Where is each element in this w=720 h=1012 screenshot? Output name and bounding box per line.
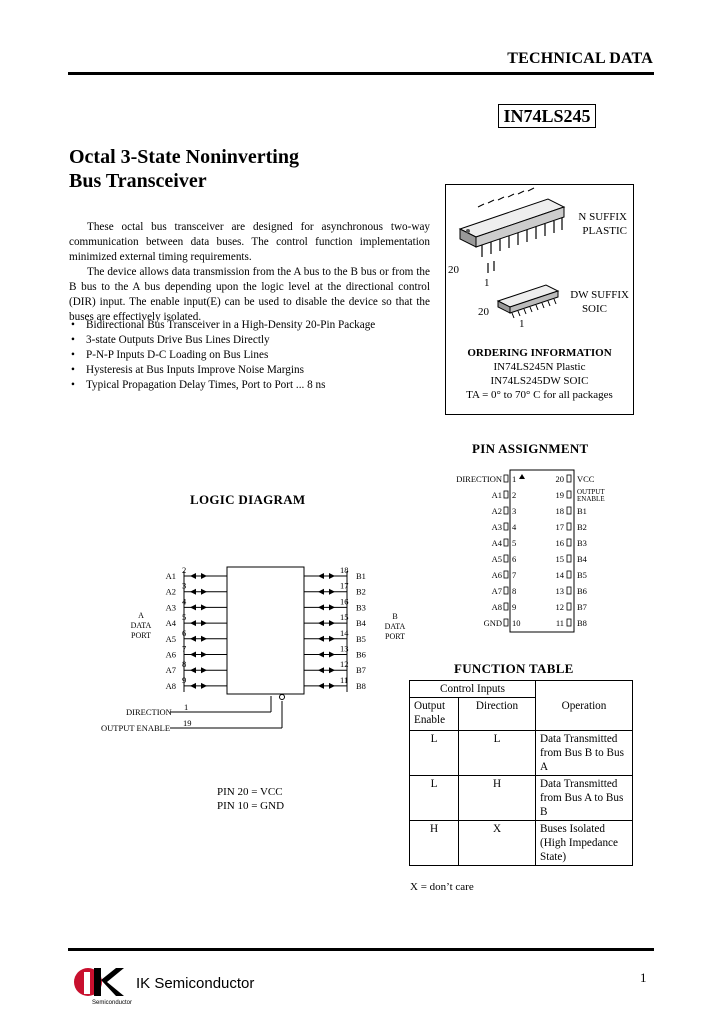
pin-row-right <box>556 602 587 612</box>
pin-icon <box>567 555 571 562</box>
b-pin-name: B4 <box>356 618 366 629</box>
pin-row-left <box>492 570 517 580</box>
page-title <box>69 145 299 193</box>
logic-row <box>166 675 366 691</box>
pin-icon <box>567 571 571 578</box>
b-pin-num: 17 <box>340 580 349 591</box>
table-row: L L Data Transmitted from Bus B to Bus A <box>410 731 633 776</box>
pin10-note: PIN 10 = GND <box>217 800 285 812</box>
soic-package-icon <box>498 285 558 318</box>
feature-item: • Bidirectional Bus Transceiver in a High-Density 20-Pin Package <box>71 318 451 333</box>
pin-name: A8 <box>491 602 502 612</box>
a-pin-num: 5 <box>182 612 187 623</box>
feature-item: • Typical Propagation Delay Times, Port to Port ... 8 ns <box>71 378 451 393</box>
b-pin-name: B8 <box>356 680 366 691</box>
description <box>69 220 430 325</box>
pin-icon <box>504 523 508 530</box>
pin-name: B3 <box>577 538 587 548</box>
direction-header: Direction <box>459 698 536 731</box>
direction-pin-num: 1 <box>184 702 189 712</box>
pin-name: B1 <box>577 506 587 516</box>
arrow-icon <box>190 636 196 642</box>
b-pin-num: 18 <box>340 565 349 575</box>
pin-name: A2 <box>491 506 502 516</box>
logic-row <box>166 644 366 660</box>
arrow-icon <box>201 589 207 595</box>
description-paragraph-2: The device allows data transmission from the A bus to the B bus or from the B bus to the A bus depending upon the logic level at the directional control (DIR) input. The enable input(E) can be used to disable the device so that the buses are effectively isolated. <box>69 266 430 323</box>
a-pin-name: A5 <box>165 633 176 644</box>
a-pin-num: 4 <box>182 596 187 607</box>
pin20-label: 20 <box>448 264 459 276</box>
arrow-icon <box>329 652 335 658</box>
logo-text: Semiconductor <box>92 1000 132 1006</box>
pin-row-left <box>492 538 517 548</box>
package-box <box>445 184 634 415</box>
pin-row-right <box>556 522 587 532</box>
b-pin-num: 14 <box>340 627 349 638</box>
page-number: 1 <box>640 970 647 985</box>
control-inputs-header: Control Inputs <box>410 681 536 698</box>
pin-row-left <box>492 490 517 500</box>
pin1-label: 1 <box>484 277 490 289</box>
pin-number: 1 <box>512 474 517 484</box>
a-pin-name: A4 <box>165 618 176 629</box>
arrow-icon <box>318 604 324 610</box>
pin-row-left <box>484 618 521 628</box>
pin-row-right <box>556 570 587 580</box>
pin-icon <box>504 571 508 578</box>
pin-name: B8 <box>577 618 587 628</box>
pin-number: 18 <box>555 506 564 516</box>
arrow-icon <box>318 652 324 658</box>
title-line-1: Octal 3-State Noninverting <box>69 146 299 168</box>
ik-logo-icon <box>72 962 132 1006</box>
pin-name: A6 <box>491 570 502 580</box>
arrow-icon <box>190 652 196 658</box>
company-name: IK Semiconductor <box>136 975 255 992</box>
output-enable-label: OUTPUT ENABLE <box>101 723 171 733</box>
pin-icon <box>504 539 508 546</box>
a-pin-num: 9 <box>182 674 187 685</box>
pin-name: A7 <box>491 586 502 596</box>
arrow-icon <box>201 604 207 610</box>
arrow-icon <box>318 683 324 689</box>
pin-row-right <box>556 586 587 596</box>
pin-number: 16 <box>555 538 564 548</box>
pin-row-left <box>492 522 517 532</box>
pin-assignment-title: PIN ASSIGNMENT <box>472 441 589 456</box>
pin-icon <box>504 555 508 562</box>
a-pin-name: A8 <box>165 680 176 691</box>
pin-name: A3 <box>491 522 502 532</box>
pin-row-left <box>456 474 516 484</box>
ordering-line-2: IN74LS245DW SOIC <box>490 375 589 387</box>
output-enable-header: Output Enable <box>410 698 459 731</box>
arrow-icon <box>190 589 196 595</box>
arrow-icon <box>201 636 207 642</box>
header-rule <box>68 72 654 75</box>
a-pin-num: 8 <box>182 659 187 670</box>
pin-icon <box>567 475 571 482</box>
pin-name: ENABLE <box>577 495 605 503</box>
feature-item: • 3-state Outputs Drive Bus Lines Directly <box>71 333 451 348</box>
a-pin-name: A2 <box>165 586 176 597</box>
b-pin-num: 13 <box>340 643 349 654</box>
a-pin-name: A3 <box>165 602 176 613</box>
table-row: H X Buses Isolated (High Impedance State) <box>410 821 633 866</box>
dip-package-icon <box>460 188 564 273</box>
pin-number: 12 <box>555 602 564 612</box>
function-table-title: FUNCTION TABLE <box>454 661 574 676</box>
pin-icon <box>504 475 508 482</box>
pin-number: 9 <box>512 602 517 612</box>
arrow-icon <box>201 667 207 673</box>
pin-number: 19 <box>555 490 564 500</box>
feature-item: • Hysteresis at Bus Inputs Improve Noise Margins <box>71 363 451 378</box>
pin-icon <box>567 619 571 626</box>
arrow-icon <box>190 667 196 673</box>
part-number-box: IN74LS245 <box>498 104 596 128</box>
pin-number: 7 <box>512 570 517 580</box>
pin-row-right <box>556 488 606 503</box>
footer-rule <box>68 948 654 951</box>
arrow-icon <box>329 636 335 642</box>
logic-row <box>166 628 366 644</box>
b-pin-num: 12 <box>340 659 349 670</box>
pin-name: B5 <box>577 570 587 580</box>
feature-list <box>71 318 451 393</box>
pin-name: B6 <box>577 586 587 596</box>
pin-icon <box>567 507 571 514</box>
pin-number: 8 <box>512 586 517 596</box>
pin-icon <box>567 587 571 594</box>
pin-number: 15 <box>555 554 564 564</box>
a-pin-num: 3 <box>182 580 187 591</box>
pin-row-left <box>492 586 517 596</box>
pin-row-left <box>492 554 517 564</box>
n-suffix-label: N SUFFIX PLASTIC <box>578 211 627 237</box>
b-pin-name: B6 <box>356 649 366 660</box>
arrow-icon <box>201 652 207 658</box>
soic-pin20-label: 20 <box>478 306 489 318</box>
b-port-label: B DATA PORT <box>384 612 406 641</box>
soic-pin1-label: 1 <box>519 318 525 330</box>
arrow-icon <box>329 667 335 673</box>
arrow-icon <box>190 604 196 610</box>
description-paragraph-1: These octal bus transceiver are designed for asynchronous two-way communication between data buses. The control function implementation minimized external timing requirements. <box>69 221 430 263</box>
a-pin-name: A6 <box>165 649 176 660</box>
pin-name: B7 <box>577 602 587 612</box>
arrow-icon <box>201 683 207 689</box>
pin-name: A1 <box>491 490 502 500</box>
table-row: L H Data Transmitted from Bus A to Bus B <box>410 776 633 821</box>
pin-number: 13 <box>555 586 564 596</box>
b-pin-name: B3 <box>356 602 366 613</box>
pin-row-right <box>556 506 587 516</box>
dw-suffix-label: DW SUFFIX SOIC <box>570 289 629 315</box>
pin-number: 17 <box>555 522 564 532</box>
arrow-icon <box>318 620 324 626</box>
pin-number: 3 <box>512 506 517 516</box>
logic-row <box>166 612 367 628</box>
pin-number: 5 <box>512 538 517 548</box>
pin-assignment-diagram <box>440 466 640 636</box>
pin-icon <box>504 603 508 610</box>
logic-row <box>166 659 366 675</box>
arrow-icon <box>190 683 196 689</box>
header-label: TECHNICAL DATA <box>507 50 653 67</box>
pin-icon <box>504 587 508 594</box>
pin-number: 4 <box>512 522 517 532</box>
a-port-label: A DATA PORT <box>130 611 152 640</box>
arrow-icon <box>201 573 207 579</box>
b-pin-num: 16 <box>340 596 349 607</box>
pin-number: 20 <box>555 474 564 484</box>
a-pin-name: A1 <box>165 571 176 581</box>
pin20-note: PIN 20 = VCC <box>217 786 283 798</box>
arrow-icon <box>201 620 207 626</box>
output-enable-pin-num: 19 <box>183 718 192 728</box>
a-pin-name: A7 <box>165 665 176 676</box>
b-pin-name: B1 <box>356 571 366 581</box>
pin-name: VCC <box>577 474 595 484</box>
pin-row-left <box>492 602 517 612</box>
pin-row-right <box>556 474 595 484</box>
pin-name: A4 <box>491 538 502 548</box>
title-line-2: Bus Transceiver <box>69 170 207 192</box>
pin-row-right <box>556 618 587 628</box>
b-pin-num: 11 <box>340 674 349 685</box>
pin-number: 10 <box>512 618 521 628</box>
pin-name: A5 <box>491 554 502 564</box>
ordering-line-1: IN74LS245N Plastic <box>493 361 586 373</box>
pin-icon <box>567 539 571 546</box>
arrow-icon <box>329 589 335 595</box>
pin-number: 11 <box>555 618 564 628</box>
b-pin-name: B5 <box>356 633 366 644</box>
logic-row <box>166 596 366 612</box>
ordering-title: ORDERING INFORMATION <box>467 347 612 359</box>
pin-name: OUTPUT <box>577 488 605 496</box>
pin-row-right <box>556 554 588 564</box>
pin-icon <box>567 491 571 498</box>
pin-number: 14 <box>555 570 564 580</box>
arrow-icon <box>329 683 335 689</box>
arrow-icon <box>318 589 324 595</box>
pin-icon <box>504 507 508 514</box>
arrow-icon <box>318 667 324 673</box>
pin-icon <box>504 619 508 626</box>
function-table <box>409 680 633 866</box>
pin-icon <box>504 491 508 498</box>
pin1-marker-icon <box>519 474 525 479</box>
b-pin-num: 15 <box>340 612 349 623</box>
pin-number: 6 <box>512 554 517 564</box>
b-pin-name: B2 <box>356 586 366 597</box>
logic-diagram-title: LOGIC DIAGRAM <box>190 492 306 507</box>
pin-name: B4 <box>577 554 587 564</box>
pin-icon <box>567 603 571 610</box>
pin-name: GND <box>483 618 502 628</box>
pin-number: 2 <box>512 490 517 500</box>
function-table-note: X = don’t care <box>410 881 474 893</box>
arrow-icon <box>190 620 196 626</box>
b-pin-name: B7 <box>356 665 366 676</box>
arrow-icon <box>318 636 324 642</box>
arrow-icon <box>318 573 324 579</box>
pin-icon <box>567 523 571 530</box>
arrow-icon <box>329 573 335 579</box>
ordering-line-3: TA = 0° to 70° C for all packages <box>466 389 613 401</box>
a-pin-num: 6 <box>182 627 187 638</box>
pin-row-left <box>492 506 517 516</box>
arrow-icon <box>190 573 196 579</box>
direction-label: DIRECTION <box>126 707 172 717</box>
pin-name: DIRECTION <box>456 474 502 484</box>
operation-header: Operation <box>536 681 633 731</box>
a-pin-num: 2 <box>182 565 187 575</box>
arrow-icon <box>329 620 335 626</box>
pin-row-right <box>556 538 587 548</box>
pin-name: B2 <box>577 522 587 532</box>
a-pin-num: 7 <box>182 643 187 654</box>
feature-item: • P-N-P Inputs D-C Loading on Bus Lines <box>71 348 451 363</box>
arrow-icon <box>329 604 335 610</box>
logic-row <box>166 581 366 597</box>
